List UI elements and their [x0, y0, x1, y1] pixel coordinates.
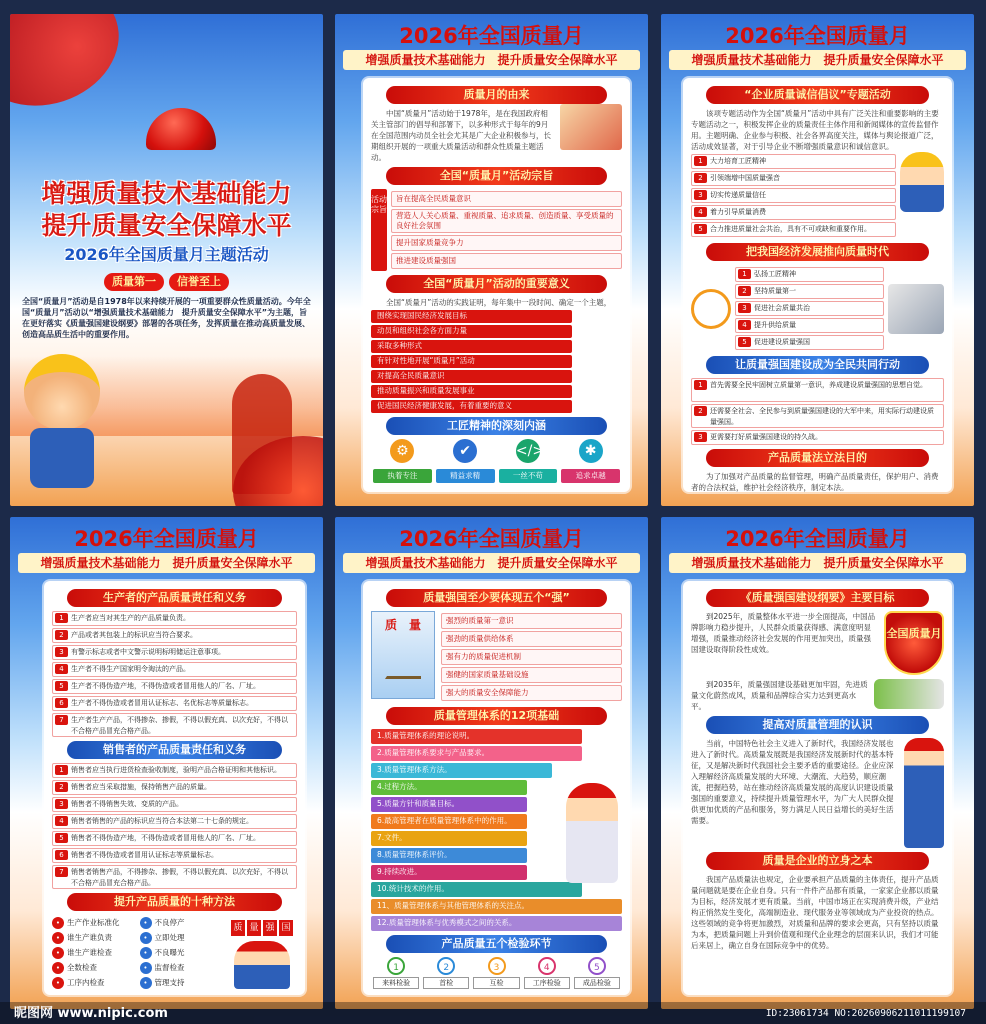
list-item: 2.质量管理体系要求与产品要求。	[371, 746, 582, 761]
list-item: 强健的国家质量基础设施	[441, 667, 622, 683]
section-header: 工匠精神的深刻内涵	[386, 417, 607, 435]
list-item: 对提高全民质量意识	[371, 370, 572, 383]
worker-body-icon	[30, 428, 94, 488]
slogan-char: 强	[263, 920, 277, 936]
section-header: 质量强国至少要体现五个“强”	[386, 589, 607, 607]
content-card	[363, 78, 630, 492]
gear-icon: ⚙	[390, 439, 414, 463]
list-item: 6 生产者不得伪造或者冒用认证标志、名优标志等质量标志。	[52, 696, 297, 711]
list-item: 1 弘扬工匠精神	[735, 267, 884, 282]
list-item: 推动质量振兴和质量发展事业	[371, 385, 572, 398]
quality-slogan-box	[227, 915, 297, 990]
section-header: 产品质量五个检验环节	[386, 935, 607, 953]
quality-book-image	[371, 611, 435, 699]
slogan-char: 质	[231, 920, 245, 936]
list-item: • 不良停产	[140, 915, 222, 930]
section-text: 为了加强对产品质量的监督管理，明确产品质量责任，保护用户、消费者的合法权益，维护社会经济秩序，制定本法。	[691, 472, 939, 492]
list-item: • 监督检查	[140, 960, 222, 975]
red-flag-decoration	[10, 14, 135, 124]
list-item: 提升国家质量竞争力	[391, 235, 622, 251]
chip-quality-first: 质量第一	[104, 273, 164, 291]
list-item: 旨在提高全民质量意识	[391, 191, 622, 207]
action-list	[691, 378, 944, 445]
list-item: 强有力的质量促进机制	[441, 649, 622, 665]
section-header: 质量月的由来	[386, 86, 607, 104]
poster-responsibility	[10, 517, 323, 1009]
list-item: 围绕实现国民经济发展目标	[371, 310, 572, 323]
headline-1: 增强质量技术基础能力	[41, 179, 292, 208]
list-item: 促进国民经济健康发展，有着重要的意义	[371, 400, 572, 413]
list-item: 5 销售者不得伪造产地，不得伪造或者冒用他人的厂名、厂址。	[52, 831, 297, 846]
gear-illustration	[874, 679, 944, 709]
poster-subtitle: 增强质量技术基础能力 提升质量安全保障水平	[669, 50, 966, 70]
list-item: 4 着力引导质量消费	[691, 205, 896, 220]
section-header: “企业质量诚信倡议”专题活动	[706, 86, 929, 104]
chip-reputation: 信誉至上	[169, 273, 229, 291]
section-header: 把我国经济发展推向质量时代	[706, 243, 929, 261]
methods-col-1	[52, 915, 134, 990]
shield-icon: ✔	[453, 439, 477, 463]
code-icon: </>	[516, 439, 540, 463]
scale-icon	[385, 649, 421, 679]
list-item: • 全数检查	[52, 960, 134, 975]
poster-title: 2026年全国质量月	[399, 527, 584, 551]
section-text: 全国“质量月”活动的实践证明，每年集中一段时间、确定一个主题，	[386, 298, 612, 307]
magnifier-icon	[691, 289, 731, 329]
illustration-image	[560, 104, 622, 150]
craftsman-tags	[371, 469, 622, 483]
list-item: 4.过程方法。	[371, 780, 527, 795]
list-item: 2 引领端增中国质量强音	[691, 171, 896, 186]
poster-subtitle: 增强质量技术基础能力 提升质量安全保障水平	[18, 553, 315, 573]
list-item: 6.最高管理者在质量管理体系中的作用。	[371, 814, 527, 829]
list-item: • 立即处理	[140, 930, 222, 945]
tag: 一丝不苟	[499, 469, 558, 483]
section-text: 该项专题活动作为全国“质量月”活动中具有广泛关注和重要影响的主要专题活动之一，积极发挥企业的质量责任主体作用和新闻媒体的宣传监督作用。主题明确、企业参与积极、社会各界高度关注，媒体与舆论报道广泛，活动成效显著，对于引导企业不断增强质量意识和诚信意识。	[691, 109, 939, 151]
list-item: 动员和组织社会各方面力量	[371, 325, 572, 338]
section-header: 生产者的产品质量责任和义务	[67, 589, 283, 607]
list-item: 6 销售者不得伪造或者冒用认证标志等质量标志。	[52, 848, 297, 863]
list-item: 10.统计技术的作用。	[371, 882, 582, 897]
list-item: 营造人人关心质量、重视质量、追求质量、创造质量、享受质量的良好社会氛围	[391, 209, 622, 233]
section-header: 质量管理体系的12项基础	[386, 707, 607, 725]
list-item: 11、质量管理体系与其他管理体系的关注点。	[371, 899, 622, 914]
tag: 精益求精	[436, 469, 495, 483]
content-card	[44, 581, 305, 995]
section-header: 让质量强国建设成为全民共同行动	[706, 356, 929, 374]
poster-integrity	[661, 14, 974, 506]
section-text: 到2035年，质量强国建设基础更加牢固，先进质量文化蔚然成风，质量和品牌综合实力达到更高水平。	[691, 680, 868, 711]
slogan-chips	[10, 270, 323, 291]
inspection-step: 2 首检	[421, 957, 471, 989]
list-item: 4 生产者不得生产国家明令淘汰的产品。	[52, 662, 297, 677]
worker-cartoon-icon	[24, 354, 100, 430]
poster-subtitle: 增强质量技术基础能力 提升质量安全保障水平	[343, 50, 640, 70]
methods-columns	[52, 915, 297, 990]
poster-title: 2026年全国质量月	[725, 24, 910, 48]
slogan-char: 国	[279, 920, 293, 936]
section-header: 质量是企业的立身之本	[706, 852, 929, 870]
section-header: 全国“质量月”活动的重要意义	[386, 275, 607, 293]
era-list	[735, 265, 884, 352]
purpose-side-label: 活动宗旨	[371, 189, 387, 271]
list-item: 7 生产者生产产品，不得掺杂、掺假，不得以假充真、以次充好，不得以不合格产品冒充合格产品。	[52, 713, 297, 737]
poster-cover	[10, 14, 323, 506]
twelve-basics-list	[371, 729, 622, 931]
list-item: • 不良曝光	[140, 945, 222, 960]
tag: 追求卓越	[561, 469, 620, 483]
list-item: 5 合力推进质量社会共治，具有不可或缺和重要作用。	[691, 222, 896, 237]
list-item: 推进建设质量强国	[391, 253, 622, 269]
list-item: 3 销售者不得销售失效、变质的产品。	[52, 797, 297, 812]
five-strong-list	[441, 611, 622, 703]
section-text: 当前，中国特色社会主义进入了新时代，我国经济发展也进入了新时代。高质量发展既是我国经济发展新时代的基本特征，又是解决新时代我国社会主要矛盾的重要途径。企业应深入理解经济高质量发展的大环境、大潮流、大趋势，顺应潮流，把握趋势，站在推动经济高质量发展的高度认识建设质量强国的重要意义，持续提升质量管理水平，为广大人民群众提供更加优质的产品和服务，努力满足人民日益增长的美好生活需要。	[691, 739, 894, 825]
list-item: 8.质量管理体系评价。	[371, 848, 527, 863]
worker-trophy-icon	[566, 783, 618, 883]
safety-helmet-icon	[146, 108, 216, 150]
cogs-icon: ✱	[579, 439, 603, 463]
list-item: 3.质量管理体系方法。	[371, 763, 552, 778]
list-item: 采取多种形式	[371, 340, 572, 353]
list-item: 3 有警示标志或者中文警示说明标明储运注意事项。	[52, 645, 297, 660]
section-text: 中国“质量月”活动始于1978年，是在我国政府相关主管部门的倡导和部署下，以多种形式于每年的9月在全国范围内动员全社会尤其是广大企业积极参与，长期组织开展的一项重大质量活动和群众性质量主题活动。	[371, 109, 551, 162]
list-item: 5.质量方针和质量目标。	[371, 797, 527, 812]
list-item: 2 还需要全社会、全民参与到质量强国建设的大军中来，用实际行动建设质量强国。	[691, 404, 944, 428]
inspection-step: 3 互检	[471, 957, 521, 989]
watermark-id: ID:23061734 NO:20260906211011199107	[765, 1008, 966, 1019]
worker-silhouette-icon	[904, 738, 944, 848]
craftsman-icons	[371, 439, 622, 463]
poster-title: 2026年全国质量月	[725, 527, 910, 551]
section-header: 全国“质量月”活动宗旨	[386, 167, 607, 185]
section-text: 我国产品质量法也规定，企业要承担产品质量的主体责任，提升产品质量问题就是要在企业自身。只有一件件产品都有质量，一家家企业都以质量为目标，经济发展才更有质量。当前，中国市场正在实现消费升级，产业结构正悄然发生变化，高端制造业、现代服务业等领域成为产业投资的热点。这些领域的竞争将更加激烈，对质量和品牌的要求会更高，只有坚持以质量为本，把质量问题上升到价值观和现代企业理念的层面来认识，我们才可能后来居上，确立自身在国际竞争中的优势。	[691, 875, 939, 950]
list-item: • 生产作业标准化	[52, 915, 134, 930]
poster-origin	[335, 14, 648, 506]
list-item: 7 销售者销售产品，不得掺杂、掺假，不得以假充真、以次充好，不得以不合格产品冒充合格产品。	[52, 865, 297, 889]
poster-subtitle: 增强质量技术基础能力 提升质量安全保障水平	[343, 553, 640, 573]
list-item: 9.持续改进。	[371, 865, 527, 880]
list-item: 3 切实传递质量信任	[691, 188, 896, 203]
workers-cartoon-icon	[234, 941, 290, 989]
inspection-step: 1 来料检验	[371, 957, 421, 989]
list-item: 3 促进社会质量共治	[735, 301, 884, 316]
inspection-step: 5 成品检验	[572, 957, 622, 989]
seller-list	[52, 763, 297, 889]
purpose-list	[391, 189, 622, 271]
headline-3: 2026年全国质量月主题活动	[64, 245, 269, 264]
worker-cartoon-icon	[900, 152, 944, 212]
quality-month-badge: 全国质量月	[884, 611, 944, 675]
list-item: 强大的质量安全保障能力	[441, 685, 622, 701]
list-item: 4 提升供给质量	[735, 318, 884, 333]
integrity-list	[691, 152, 896, 239]
producer-list	[52, 611, 297, 737]
list-item: • 管理支持	[140, 975, 222, 990]
section-header: 产品质量法立法目的	[706, 449, 929, 467]
headline-2: 提升质量安全保障水平	[41, 211, 292, 240]
machine-illustration	[888, 284, 944, 334]
poster-title: 2026年全国质量月	[399, 24, 584, 48]
poster-subtitle: 增强质量技术基础能力 提升质量安全保障水平	[669, 553, 966, 573]
list-item: 1 大力培育工匠精神	[691, 154, 896, 169]
list-item: 有针对性地开展“质量月”活动	[371, 355, 572, 368]
list-item: 5 生产者不得伪造产地，不得伪造或者冒用他人的厂名、厂址。	[52, 679, 297, 694]
book-title: 质 量	[384, 618, 421, 632]
list-item: 1 生产者应当对其生产的产品质量负责。	[52, 611, 297, 626]
list-item: 2 产品或者其包装上的标识应当符合要求。	[52, 628, 297, 643]
list-item: 5 促进建设质量强国	[735, 335, 884, 350]
section-text: 到2025年，质量整体水平进一步全面提高，中国品牌影响力稳步提升，人民群众质量获得感、满意度明显增强，质量推动经济社会发展的作用更加突出，质量强国建设取得阶段性成效。	[691, 612, 876, 654]
list-item: • 谁生产谁负责	[52, 930, 134, 945]
section-header: 《质量强国建设纲要》主要目标	[706, 589, 929, 607]
section-header: 提升产品质量的十种方法	[67, 893, 283, 911]
watermark-logo-text: 昵图网 www.nipic.com	[14, 1006, 168, 1021]
list-item: 2 坚持质量第一	[735, 284, 884, 299]
tag: 执着专注	[373, 469, 432, 483]
list-item: 1 首先需要全民牢固树立质量第一意识，养成建设质量强国的思想自觉。	[691, 378, 944, 402]
content-card	[363, 581, 630, 995]
significance-list	[371, 310, 572, 413]
intro-text: 全国“质量月”活动是自1978年以来持续开展的一项重要群众性质量活动。今年全国“质量月”活动以“增强质量技术基础能力 提升质量安全保障水平”为主题，旨在更好落实《质量强国建设纲要》部署的各项任务，发挥质量在推动高质量发展、创造高品质生活中的重要作用。	[22, 297, 311, 339]
list-item: 1 销售者应当执行进货检查验收制度，验明产品合格证明和其他标识。	[52, 763, 297, 778]
inspection-steps	[371, 957, 622, 989]
poster-goals	[661, 517, 974, 1009]
list-item: 强劲的质量供给体系	[441, 631, 622, 647]
list-item: 3 更需要打好质量强国建设的持久战。	[691, 430, 944, 445]
list-item: 12.质量管理体系与优秀模式之间的关系。	[371, 916, 622, 931]
list-item: 强烈的质量第一意识	[441, 613, 622, 629]
list-item: 1.质量管理体系的理论说明。	[371, 729, 582, 744]
list-item: 4 销售者销售的产品的标识应当符合本法第二十七条的规定。	[52, 814, 297, 829]
list-item: • 谁生产谁检查	[52, 945, 134, 960]
methods-col-2	[140, 915, 222, 990]
poster-title: 2026年全国质量月	[74, 527, 259, 551]
list-item: 7.文件。	[371, 831, 527, 846]
poster-management	[335, 517, 648, 1009]
content-card	[683, 581, 952, 995]
section-header: 提高对质量管理的认识	[706, 716, 929, 734]
content-card	[683, 78, 952, 492]
list-item: • 工序内检查	[52, 975, 134, 990]
list-item: 2 销售者应当采取措施，保持销售产品的质量。	[52, 780, 297, 795]
inspection-step: 4 工序检验	[522, 957, 572, 989]
section-header: 销售者的产品质量责任和义务	[67, 741, 283, 759]
slogan-char: 量	[247, 920, 261, 936]
